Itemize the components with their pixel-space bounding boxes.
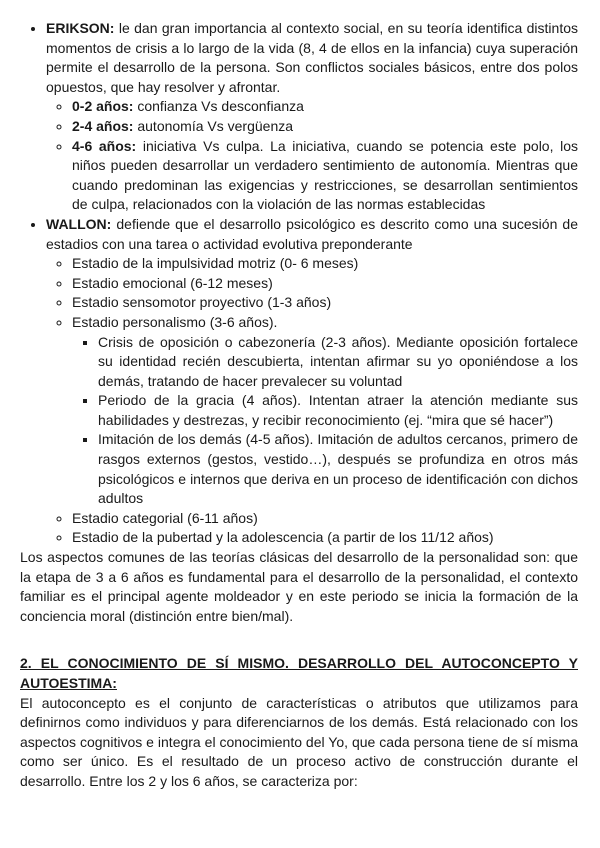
list-item: ◦ Estadio de la impulsividad motriz (0- 6 meses) [72, 254, 578, 274]
erikson-text: le dan gran importancia al contexto social, en su teoría identifica distintos momentos de crisis a lo largo de la vida (8, 4 de ellos en la infancia) cuya superación permite el desarrollo de la persona. Son conflictos sociales básicos, entre dos polos opuestos, que hay resolver y afrontar. [46, 20, 578, 95]
autoconcepto-paragraph: El autoconcepto es el conjunto de características o atributos que utilizamos para definirnos como individuos y para diferenciarnos de los demás. Está relacionado con los aspectos cognitivos e integra el conocimiento del Yo, que cada persona tiene de sí misma como ser único. Es el resultado de un proceso activo de construcción durante el desarrollo. Entre los 2 y los 6 años, se caracteriza por: [20, 694, 578, 789]
stage-text: autonomía Vs vergüenza [133, 117, 294, 134]
stage-age: 0-2 años: [72, 98, 134, 115]
list-item: ◦ Estadio categorial (6-11 años) [72, 509, 578, 529]
stage-age: 2-4 años: [72, 117, 134, 134]
stage-text: iniciativa Vs culpa. La iniciativa, cuando se potencia este polo, los niños pueden desarrollar un verdadero sentimiento de autonomía. Mientras que cuando predominan las exigencias y restricciones, se desarrollan sentimientos de culpa, relacionados con la violación de las normas establecidas [72, 137, 578, 213]
list-item: ◦ Estadio sensomotor proyectivo (1-3 años) [72, 293, 578, 313]
list-item: ◦ Estadio de la pubertad y la adolescencia (a partir de los 11/12 años) [72, 528, 578, 548]
stage-label: Estadio personalismo (3-6 años). [72, 313, 278, 330]
stage-text: confianza Vs desconfianza [133, 98, 304, 115]
wallon-stages [46, 254, 578, 548]
list-item: ▪ Crisis de oposición o cabezonería (2-3 años). Mediante oposición fortalece su identidad recién descubierta, intentan afirmar su yo oponiéndose a los demás, tratando de hacer prevalecer su voluntad [98, 333, 578, 392]
list-item: ◦ Estadio emocional (6-12 meses) [72, 274, 578, 294]
personalismo-substages [72, 333, 578, 509]
section-heading: 2. EL CONOCIMIENTO DE SÍ MISMO. DESARROLLO DEL AUTOCONCEPTO Y AUTOESTIMA: [20, 655, 578, 691]
list-item: ▪ Imitación de los demás (4-5 años). Imitación de adultos cercanos, primero de rasgos externos (gestos, vestido…), después se profundiza en otros más psicológicos e internos que deriva en un proceso de identificación con dichos adultos [98, 430, 578, 508]
stage-age: 4-6 años: [72, 137, 137, 154]
erikson-name: ERIKSON: [46, 20, 115, 36]
common-aspects-paragraph: Los aspectos comunes de las teorías clásicas del desarrollo de la personalidad son: que la etapa de 3 a 6 años es fundamental para el desarrollo de la personalidad, el contexto familiar es el principal agente moldeador y en este periodo se inicia la formación de la conciencia moral (distinción entre bien/mal). [20, 549, 578, 624]
list-item [72, 117, 578, 137]
list-item [72, 137, 578, 215]
erikson-stages [46, 97, 578, 215]
list-item [72, 97, 578, 117]
wallon-text: defiende que el desarrollo psicológico es descrito como una sucesión de estadios con una tarea o actividad evolutiva preponderante [46, 215, 578, 252]
list-item-wallon [46, 215, 578, 548]
wallon-name: WALLON: [46, 215, 112, 232]
list-item-erikson [46, 19, 578, 215]
list-item: ▪ Periodo de la gracia (4 años). Intentan atraer la atención mediante sus habilidades y destrezas, y recibir reconocimiento (ej. “mira que sé hacer”) [98, 391, 578, 430]
theories-list [20, 19, 578, 548]
list-item-personalismo [72, 313, 578, 509]
